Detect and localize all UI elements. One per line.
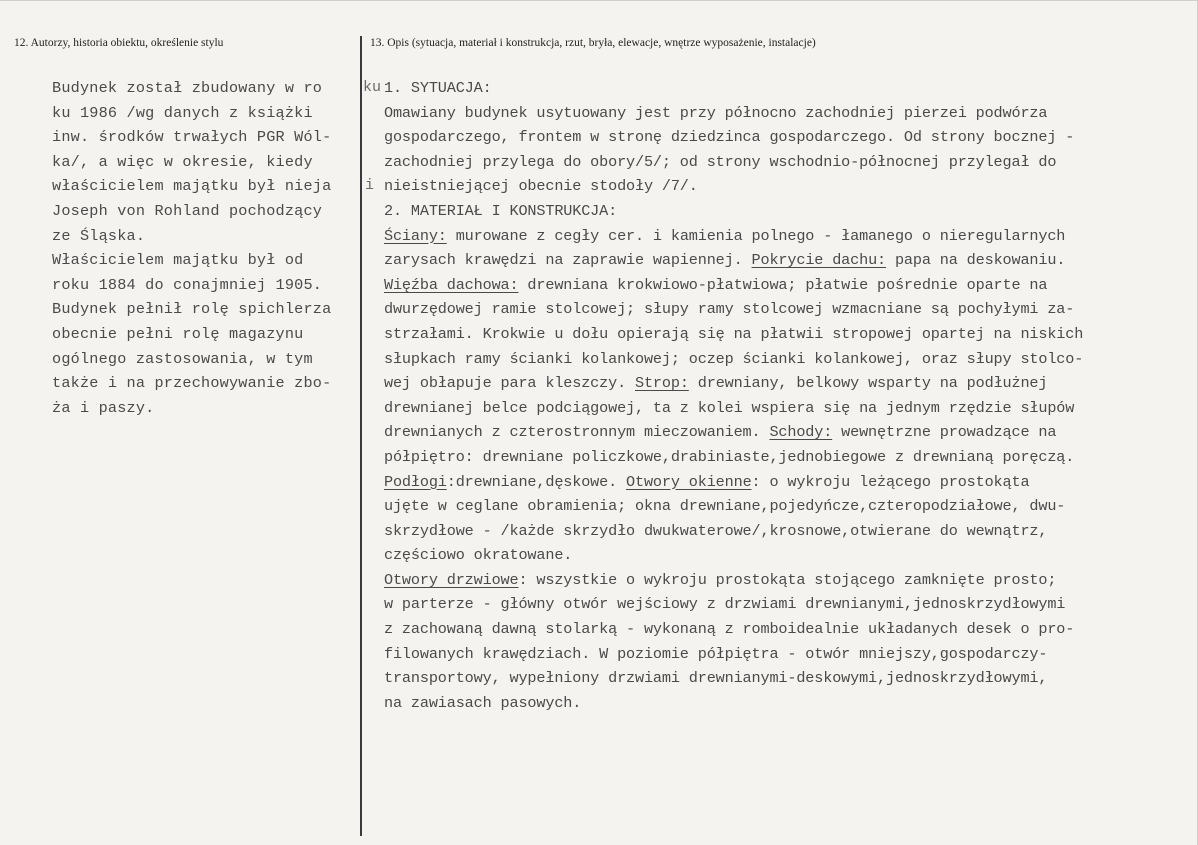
description-text: z zachowaną dawną stolarką - wykonaną z romboidealnie układanych desek o pro- (384, 620, 1075, 639)
description-line (384, 470, 1184, 495)
description-text: drewnianej belce podciągowej, ta z kolei wspiera się na jednym rzędzie słupów (384, 398, 1075, 417)
history-line: inw. środków trwałych PGR Wól- (52, 128, 332, 147)
section-heading: Schody: (769, 423, 833, 442)
history-line: Budynek pełnił rolę spichlerza (52, 300, 332, 319)
description-line (384, 568, 1184, 593)
description-text: : wszystkie o wykroju prostokąta stojącego zamknięte prosto; (518, 570, 1057, 589)
description-line (384, 101, 1184, 126)
description-line (384, 519, 1184, 544)
description-line (384, 125, 1184, 150)
history-line: obecnie pełni rolę magazynu (52, 324, 304, 343)
history-line: roku 1884 do conajmniej 1905. (52, 275, 323, 294)
description-text: transportowy, wypełniony drzwiami drewnianymi-deskowymi,jednoskrzydłowymi, (384, 669, 1048, 688)
history-line: ku 1986 /wg danych z książki (52, 103, 313, 122)
section-heading: Strop: (635, 374, 689, 393)
description-line (384, 445, 1184, 470)
description-line (384, 174, 1184, 199)
history-line: ża i paszy. (52, 398, 155, 417)
description-text: skrzydłowe - /każde skrzydło dwukwaterowe/,krosnowe,otwierane do wewnątrz, (384, 521, 1048, 540)
description-line (384, 347, 1184, 372)
description-line (384, 297, 1184, 322)
description-line (384, 666, 1184, 691)
description-text: Omawiany budynek usytuowany jest przy północno zachodniej pierzei podwórza (384, 103, 1048, 122)
history-text-column (52, 76, 357, 420)
description-text: wewnętrzne prowadzące na (832, 423, 1057, 442)
description-text: 2. MATERIAŁ I KONSTRUKCJA: (384, 201, 618, 220)
description-line (384, 691, 1184, 716)
section-heading: Pokrycie dachu: (751, 251, 886, 270)
description-text: drewniany, belkowy wsparty na podłużnej (688, 374, 1048, 393)
history-line: ogólnego zastosowania, w tym (52, 349, 313, 368)
description-line (384, 592, 1184, 617)
history-line: ze Śląska. (52, 226, 146, 245)
description-line (384, 396, 1184, 421)
history-line: Właścicielem majątku był od (52, 251, 304, 270)
description-text: na zawiasach pasowych. (384, 693, 582, 712)
section-12-header: 12. Autorzy, historia obiektu, określenie stylu (14, 37, 224, 49)
description-text: zachodniej przylega do obory/5/; od strony wschodnio-północnej przylegał do (384, 152, 1057, 171)
description-text-column (384, 76, 1184, 715)
description-text: gospodarczego, frontem w stronę dziedzinca gospodarczego. Od strony bocznej - (384, 128, 1075, 147)
section-heading: Otwory drzwiowe (384, 570, 519, 589)
description-text: filowanych krawędziach. W poziomie półpiętra - otwór mniejszy,gospodarczy- (384, 644, 1048, 663)
overflow-mark-middle: i (365, 177, 375, 194)
description-line (384, 494, 1184, 519)
description-line (384, 642, 1184, 667)
description-line (384, 248, 1184, 273)
description-line (384, 371, 1184, 396)
description-line (384, 224, 1184, 249)
section-13-header: 13. Opis (sytuacja, materiał i konstrukcja, rzut, bryła, elewacje, wnętrze wyposażenie, instalacje) (370, 37, 816, 49)
section-heading: Ściany: (384, 226, 447, 245)
description-line (384, 76, 1184, 101)
description-line (384, 617, 1184, 642)
history-line: Budynek został zbudowany w ro (52, 79, 323, 97)
description-text: ujęte w ceglane obramienia; okna drewniane,pojedyńcze,czteropodziałowe, dwu- (384, 497, 1066, 516)
description-text: murowane z cegły cer. i kamienia polnego - łamanego o nieregularnych (446, 226, 1066, 245)
description-text: strzałami. Krokwie u dołu opierają się na płatwii stropowej opartej na niskich (384, 324, 1084, 343)
description-line (384, 420, 1184, 445)
description-text: słupkach ramy ścianki kolankowej; oczep ścianki kolankowej, oraz słupy stolco- (384, 349, 1084, 368)
section-heading: Więźba dachowa: (384, 275, 519, 294)
description-line (384, 199, 1184, 224)
description-line (384, 150, 1184, 175)
description-line (384, 273, 1184, 298)
description-text: drewnianych z czterostronnym mieczowaniem. (384, 423, 770, 442)
history-line: Joseph von Rohland pochodzący (52, 201, 323, 220)
description-text: dwurzędowej ramie stolcowej; słupy ramy stolcowej wzmacniane są pochyłymi za- (384, 300, 1075, 319)
column-divider (360, 36, 362, 836)
description-text: : o wykroju leżącego prostokąta (751, 472, 1030, 491)
overflow-mark-top: ku (363, 79, 382, 96)
section-heading: Podłogi (384, 472, 447, 491)
description-text: :drewniane,dęskowe. (446, 472, 627, 491)
description-text: częściowo okratowane. (384, 546, 573, 565)
description-text: nieistniejącej obecnie stodoły /7/. (384, 177, 698, 196)
description-text: drewniana krokwiowo-płatwiowa; płatwie pośrednie oparte na (518, 275, 1048, 294)
history-line: także i na przechowywanie zbo- (52, 374, 332, 393)
section-heading: Otwory okienne (626, 472, 752, 491)
description-text: w parterze - główny otwór wejściowy z drzwiami drewnianymi,jednoskrzydłowymi (384, 595, 1066, 614)
description-text: zarysach krawędzi na zaprawie wapiennej. (384, 251, 752, 270)
description-text: papa na deskowaniu. (886, 251, 1066, 270)
page-top-edge (0, 0, 1198, 1)
description-line (384, 322, 1184, 347)
history-line: właścicielem majątku był nieja (52, 177, 332, 196)
history-line: ka/, a więc w okresie, kiedy (52, 152, 313, 171)
description-line (384, 543, 1184, 568)
description-text: półpiętro: drewniane policzkowe,drabiniaste,jednobiegowe z drewnianą poręczą. (384, 447, 1075, 466)
description-text: wej obłapuje para kleszczy. (384, 374, 635, 393)
description-text: 1. SYTUACJA: (384, 79, 492, 97)
